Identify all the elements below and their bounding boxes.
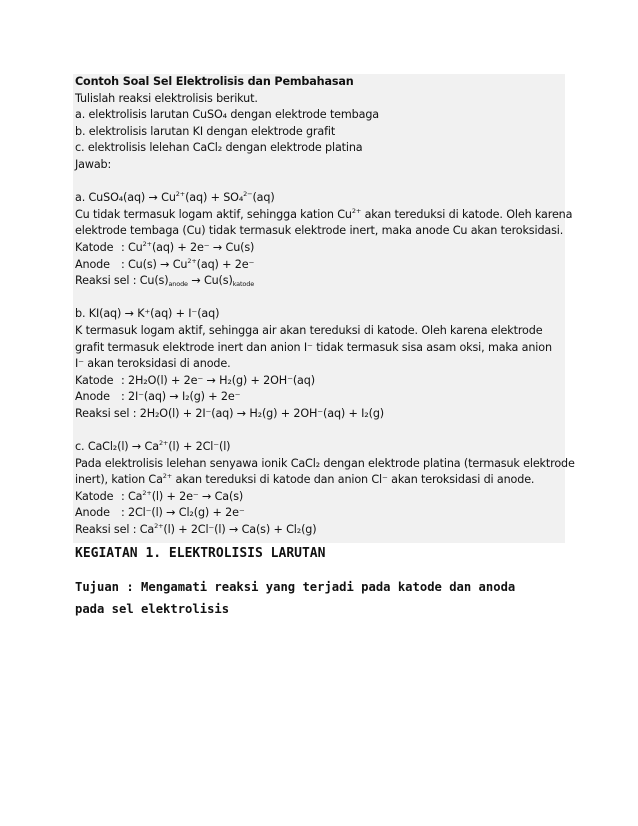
charge: 2+ xyxy=(158,439,169,448)
text: c. CaCl₂(l) → Ca xyxy=(75,440,159,454)
text: : Cu(s) → Cu xyxy=(121,257,188,271)
charge: 2+ xyxy=(351,206,362,215)
subscript: anode xyxy=(168,280,188,289)
part-b-explain-3: I⁻ akan teroksidasi di anode. xyxy=(75,357,231,371)
part-b-explain-1: K termasuk logam aktif, sehingga air akan tereduksi di katode. Oleh karena elektrode xyxy=(75,323,543,337)
katode-label: Katode xyxy=(75,373,114,387)
part-a-anode xyxy=(73,257,565,274)
part-c-anode xyxy=(73,505,565,522)
text: → Cu(s) xyxy=(187,274,233,288)
text: (l) + 2Cl⁻(l) xyxy=(168,440,231,454)
anode-label: Anode xyxy=(75,257,110,271)
anode-label: Anode xyxy=(75,506,110,520)
text: : 2Cl⁻(l) → Cl₂(g) + 2e⁻ xyxy=(121,506,245,520)
katode-label: Katode xyxy=(75,240,114,254)
text: : Cu xyxy=(121,240,143,254)
text: (aq) + 2e⁻ → Cu(s) xyxy=(151,240,255,254)
part-c-katode xyxy=(73,489,565,506)
part-a-equation xyxy=(73,190,565,207)
part-a-explain-1 xyxy=(73,206,573,224)
part-c-explain-1: Pada elektrolisis lelehan senyawa ionik CaCl₂ dengan elektrode platina (termasuk elektrode xyxy=(75,456,575,470)
text: akan tereduksi di katode dan anion Cl⁻ akan teroksidasi di anode. xyxy=(172,473,535,487)
instruction: Tulislah reaksi elektrolisis berikut. xyxy=(75,91,258,105)
question-c: c. elektrolisis lelehan CaCl₂ dengan elektrode platina xyxy=(75,141,363,155)
spacer xyxy=(73,290,565,307)
charge: 2+ xyxy=(187,256,197,265)
question-a: a. elektrolisis larutan CuSO₄ dengan elektrode tembaga xyxy=(75,108,379,122)
anode-label: Anode xyxy=(75,390,110,404)
text: (l) + 2Cl⁻(l) → Ca(s) + Cl₂(g) xyxy=(163,523,317,537)
part-b-equation: b. KI(aq) → K⁺(aq) + I⁻(aq) xyxy=(75,307,220,321)
text: inert), kation Ca xyxy=(75,473,163,487)
text: (l) + 2e⁻ → Ca(s) xyxy=(151,489,244,503)
katode-label: Katode xyxy=(75,489,114,503)
part-c-reaksi xyxy=(73,522,565,539)
part-b-anode xyxy=(73,389,565,406)
spacer xyxy=(73,174,565,191)
charge: 2+ xyxy=(175,190,186,199)
part-a-reaksi xyxy=(73,273,565,290)
spacer xyxy=(73,422,565,439)
text: Cu tidak termasuk logam aktif, sehingga kation Cu xyxy=(75,207,352,221)
text: : 2H₂O(l) + 2e⁻ → H₂(g) + 2OH⁻(aq) xyxy=(121,373,315,387)
answer-label: Jawab: xyxy=(75,157,112,171)
text: (aq) + SO₄ xyxy=(185,191,244,205)
subscript: katode xyxy=(232,280,255,289)
part-c-explain-2 xyxy=(73,472,565,489)
text: a. CuSO₄(aq) → Cu xyxy=(75,191,176,205)
text: : 2I⁻(aq) → I₂(g) + 2e⁻ xyxy=(121,390,241,404)
text: (aq) + 2e⁻ xyxy=(196,257,255,271)
charge: 2+ xyxy=(154,522,164,531)
charge: 2+ xyxy=(142,488,152,497)
text: akan tereduksi di katode. Oleh karena xyxy=(361,207,573,221)
part-b-explain-2: grafit termasuk elektrode inert dan anion I⁻ tidak termasuk sisa asam oksi, maka anion xyxy=(75,340,552,354)
charge: 2+ xyxy=(142,239,152,248)
part-b-katode xyxy=(73,373,565,390)
example-box xyxy=(73,74,575,543)
text: Reaksi sel : Cu(s) xyxy=(75,274,169,288)
charge: 2− xyxy=(243,190,253,199)
text: (aq) xyxy=(252,191,275,205)
activity-heading: KEGIATAN 1. ELEKTROLISIS LARUTAN xyxy=(75,546,326,561)
part-c-equation xyxy=(73,439,565,456)
text: : Ca xyxy=(121,489,143,503)
activity-goal: Tujuan : Mengamati reaksi yang terjadi pada katode dan anoda pada sel elektrolisis xyxy=(75,580,516,616)
part-a-katode xyxy=(73,240,565,257)
charge: 2+ xyxy=(162,472,173,481)
question-b: b. elektrolisis larutan KI dengan elektrode grafit xyxy=(75,124,336,138)
part-a-explain-2: elektrode tembaga (Cu) tidak termasuk elektrode inert, maka anode Cu akan teroksidasi. xyxy=(75,224,564,238)
example-title: Contoh Soal Sel Elektrolisis dan Pembahasan xyxy=(75,75,354,88)
text: Reaksi sel : Ca xyxy=(75,523,155,537)
part-b-reaksi: Reaksi sel : 2H₂O(l) + 2I⁻(aq) → H₂(g) + 2OH⁻(aq) + I₂(g) xyxy=(75,406,385,420)
